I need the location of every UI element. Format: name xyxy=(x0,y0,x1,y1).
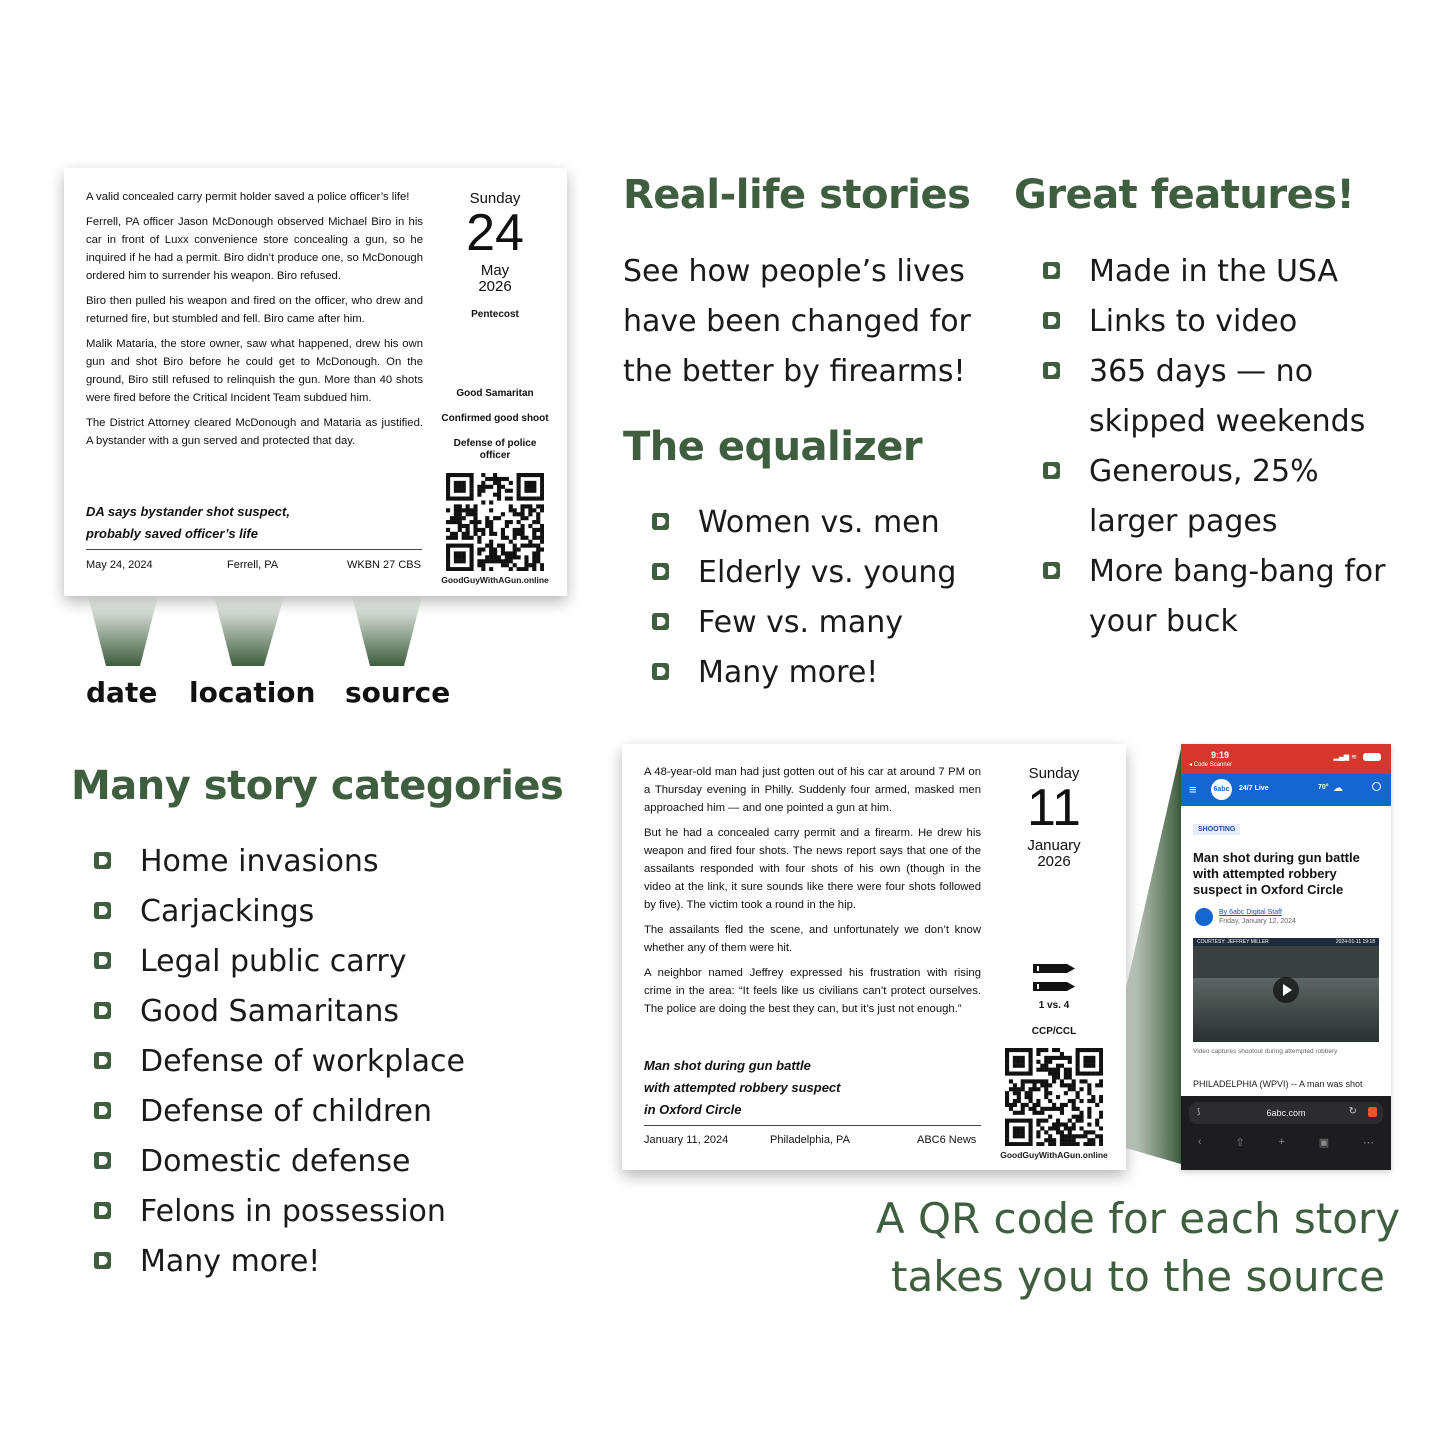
story-paragraph: Ferrell, PA officer Jason McDonough observed Michael Biro in his car in front of Luxx convenience store concealing a gun, so he inquired if he had a permit. Biro didn’t produce one, so McDonough ordered him to surrender his weapon. Biro refused. xyxy=(86,216,423,282)
callout-date-label: date xyxy=(86,676,158,709)
bullet-icon xyxy=(652,513,669,530)
month: May xyxy=(480,262,510,279)
channel-logo-icon[interactable]: 6abc xyxy=(1211,779,1232,800)
caption-line: takes you to the source xyxy=(891,1252,1385,1301)
categories-heading: Many story categories xyxy=(71,763,564,809)
year: 2026 xyxy=(1037,853,1071,870)
list-item: Felons in possession xyxy=(94,1187,465,1237)
play-icon[interactable] xyxy=(1273,977,1299,1003)
site-url: GoodGuyWithAGun.online xyxy=(1000,1150,1108,1160)
equalizer-list xyxy=(652,498,956,698)
story-headline xyxy=(644,1055,840,1121)
list-item: 365 days — no skipped weekends xyxy=(1043,347,1443,447)
article-body-start: PHILADELPHIA (WPVI) -- A man was shot xyxy=(1193,1079,1363,1089)
holiday: Pentecost xyxy=(471,309,519,320)
list-item: Many more! xyxy=(94,1237,465,1287)
footer-rule xyxy=(644,1125,981,1126)
bullet-icon xyxy=(652,663,669,680)
story-text xyxy=(644,763,981,1025)
video-overlay-label: COURTESY: JEFFREY MILLER 2024-01-11 19:18 xyxy=(1193,938,1379,946)
bullet-icon xyxy=(1043,362,1060,379)
story-location: Philadelphia, PA xyxy=(770,1134,850,1146)
new-tab-icon[interactable]: + xyxy=(1278,1136,1285,1148)
list-item: Legal public carry xyxy=(94,937,465,987)
headline-line: probably saved officer’s life xyxy=(86,526,258,541)
text-line: have been changed for xyxy=(623,304,971,339)
bullet-icon xyxy=(94,1102,111,1119)
list-item: Made in the USA xyxy=(1043,247,1443,297)
bullet-icon xyxy=(1043,562,1060,579)
features-list xyxy=(1043,247,1443,647)
battery-icon xyxy=(1363,753,1381,761)
list-item: Defense of workplace xyxy=(94,1037,465,1087)
story-paragraph: Malik Mataria, the store owner, saw what happened, drew his own gun and shot Biro before he could get to McDonough. On the ground, Biro still refused to relinquish the gun. More than 40 shots were fired before the Critical Incident Team subdued him. xyxy=(86,338,423,404)
day-of-week: Sunday xyxy=(1028,765,1080,782)
list-item: Many more! xyxy=(652,648,956,698)
bullet-icon xyxy=(94,1002,111,1019)
story-paragraph: A neighbor named Jeffrey expressed his frustration with rising crime in the area: “It feels like us civilians can’t protect ourselves. The police are doing the best they can, but it’s just not enough.” xyxy=(644,967,981,1015)
equalizer-heading: The equalizer xyxy=(623,424,923,470)
list-item: More bang-bang for your buck xyxy=(1043,547,1443,647)
story-paragraph: A valid concealed carry permit holder saved a police officer’s life! xyxy=(86,191,410,203)
qr-code-icon[interactable] xyxy=(1005,1048,1103,1146)
bullet-icon xyxy=(1043,312,1060,329)
odds-ratio: 1 vs. 4 xyxy=(1038,1000,1070,1011)
brave-shield-icon[interactable] xyxy=(1368,1107,1377,1117)
day-number: 11 xyxy=(1027,779,1081,837)
headline-line: with attempted robbery suspect xyxy=(644,1080,841,1095)
phone-screenshot xyxy=(1181,744,1391,1170)
menu-icon[interactable]: ≡ xyxy=(1189,782,1197,797)
calendar-page-sample-1 xyxy=(64,168,567,596)
caption-line: A QR code for each story xyxy=(875,1194,1401,1243)
signal-icon: ▂▄▆ ≋ xyxy=(1333,754,1357,761)
story-source: WKBN 27 CBS xyxy=(347,559,421,571)
category-tag: Good Samaritan xyxy=(456,388,534,399)
story-location: Ferrell, PA xyxy=(227,559,279,571)
story-text xyxy=(86,188,423,457)
list-item: Domestic defense xyxy=(94,1137,465,1187)
browser-toolbar xyxy=(1181,1096,1391,1170)
back-icon[interactable]: ‹ xyxy=(1197,1136,1202,1148)
qr-caption xyxy=(838,1190,1438,1306)
translate-icon[interactable]: ⟆ xyxy=(1197,1107,1201,1116)
article-title: Man shot during gun battle with attempted robbery suspect in Oxford Circle xyxy=(1193,850,1360,897)
category-tag: Defense of police officer xyxy=(453,438,537,461)
story-paragraph: A 48-year-old man had just gotten out of his car at around 7 PM on a Thursday evening in Philly. Suddenly four armed, masked men approached him — and one pointed a gun at him. xyxy=(644,766,981,814)
list-item: Home invasions xyxy=(94,837,465,887)
article-byline xyxy=(1193,908,1379,926)
qr-code-icon[interactable] xyxy=(446,473,544,571)
more-icon[interactable]: ⋯ xyxy=(1363,1137,1375,1149)
address-text: 6abc.com xyxy=(1266,1108,1306,1118)
callout-wedges xyxy=(0,596,600,668)
share-icon[interactable]: ⇧ xyxy=(1235,1137,1245,1149)
real-life-heading: Real-life stories xyxy=(623,172,971,218)
headline-line: Man shot during gun battle xyxy=(644,1058,811,1073)
list-item: Defense of children xyxy=(94,1087,465,1137)
search-icon[interactable] xyxy=(1372,782,1381,791)
reload-icon[interactable]: ↻ xyxy=(1348,1106,1357,1117)
tabs-icon[interactable]: ▣ xyxy=(1318,1137,1330,1149)
story-paragraph: But he had a concealed carry permit and a firearm. He drew his weapon and fired four shots. The news report says that one of the assailants responded with four shots of his own (though in the video at the link, it sure sounds like there were four shots followed by five). The victim took a round in the hip. xyxy=(644,827,981,911)
list-item: Carjackings xyxy=(94,887,465,937)
article xyxy=(1181,806,1391,1101)
bullets-icon xyxy=(1031,962,1077,996)
wedge-source xyxy=(352,596,422,666)
bullet-icon xyxy=(94,852,111,869)
address-bar[interactable] xyxy=(1189,1102,1383,1124)
category-tag: Confirmed good shoot xyxy=(441,413,549,424)
calendar-page-sample-2 xyxy=(622,744,1126,1170)
story-date: January 11, 2024 xyxy=(644,1134,729,1146)
category-tag: CCP/CCL xyxy=(1031,1026,1077,1037)
toolbar-buttons xyxy=(1181,1136,1391,1149)
calendar-date-block xyxy=(994,765,1114,870)
text-line: the better by firearms! xyxy=(623,354,966,389)
bullet-icon xyxy=(94,1152,111,1169)
footer-rule xyxy=(86,549,422,550)
weather-temp[interactable]: 70° xyxy=(1318,784,1329,791)
categories-list xyxy=(94,837,465,1287)
callout-location-label: location xyxy=(189,676,316,709)
bullet-icon xyxy=(652,613,669,630)
bullet-icon xyxy=(94,952,111,969)
bullet-icon xyxy=(94,1252,111,1269)
wedge-date xyxy=(88,596,158,666)
category-tags xyxy=(435,388,555,462)
bullet-icon xyxy=(1043,262,1060,279)
list-item: Generous, 25% larger pages xyxy=(1043,447,1443,547)
real-life-text xyxy=(623,247,971,397)
back-link[interactable]: ◂ Code Scanner xyxy=(1189,762,1233,768)
bullet-icon xyxy=(94,1202,111,1219)
site-url: GoodGuyWithAGun.online xyxy=(441,575,549,585)
list-item: Links to video xyxy=(1043,297,1443,347)
headline-line: in Oxford Circle xyxy=(644,1102,742,1117)
list-item: Good Samaritans xyxy=(94,987,465,1037)
section-tag[interactable]: SHOOTING xyxy=(1193,824,1240,835)
live-link[interactable]: 24/7 Live xyxy=(1239,785,1269,792)
list-item: Few vs. many xyxy=(652,598,956,648)
wedge-location xyxy=(214,596,284,666)
cloud-icon: ☁ xyxy=(1333,783,1343,794)
day-of-week: Sunday xyxy=(469,190,521,207)
author-avatar xyxy=(1195,908,1213,926)
phone-status-bar xyxy=(1181,744,1391,774)
video-player[interactable] xyxy=(1193,938,1379,1042)
story-paragraph: The assailants fled the scene, and unfortunately we don’t know whether any of them were hit. xyxy=(644,924,981,954)
article-date: Friday, January 12, 2024 xyxy=(1219,918,1296,925)
list-item: Elderly vs. young xyxy=(652,548,956,598)
story-headline xyxy=(86,501,290,545)
video-caption: Video captures shootout during attempted robbery xyxy=(1193,1048,1338,1055)
bullet-icon xyxy=(652,563,669,580)
headline-line: DA says bystander shot suspect, xyxy=(86,504,290,519)
story-paragraph: Biro then pulled his weapon and fired on the officer, who drew and returned fire, but stumbled and fell. Biro came after him. xyxy=(86,295,423,325)
day-number: 24 xyxy=(466,204,524,262)
story-date: May 24, 2024 xyxy=(86,559,153,571)
month: January xyxy=(1027,837,1081,854)
callout-source-label: source xyxy=(345,676,451,709)
year: 2026 xyxy=(478,278,512,295)
bullet-icon xyxy=(1043,462,1060,479)
text-line: See how people’s lives xyxy=(623,254,965,289)
author-link[interactable]: By 6abc Digital Staff xyxy=(1219,909,1282,916)
phone-nav-bar xyxy=(1181,774,1391,806)
bullet-icon xyxy=(94,902,111,919)
phone-time: 9:19 xyxy=(1211,750,1230,760)
story-source: ABC6 News xyxy=(917,1134,977,1146)
features-heading: Great features! xyxy=(1014,172,1355,218)
list-item: Women vs. men xyxy=(652,498,956,548)
bullet-icon xyxy=(94,1052,111,1069)
story-paragraph: The District Attorney cleared McDonough and Mataria as justified. A bystander with a gun served and protected that day. xyxy=(86,417,423,447)
calendar-date-block xyxy=(435,190,555,321)
